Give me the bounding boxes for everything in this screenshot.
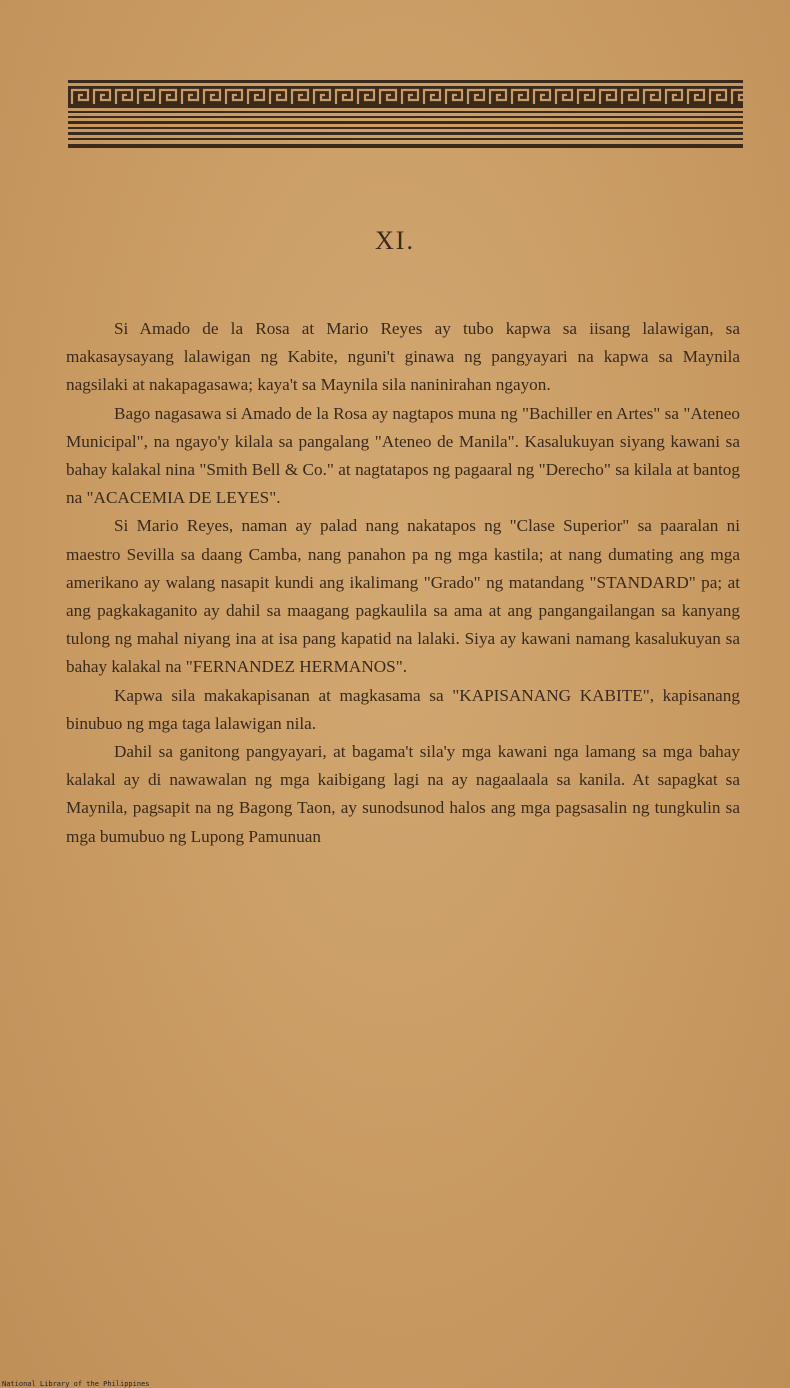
- header-ornament: [68, 80, 743, 148]
- paragraph: Kapwa sila makakapisanan at magkasama sa "KAPISANANG KABITE", kapisanang binubuo ng mga taga lalawigan nila.: [66, 685, 740, 733]
- library-credit: National Library of the Philippines: [2, 1380, 150, 1388]
- paragraph: Si Amado de la Rosa at Mario Reyes ay tubo kapwa sa iisang lalawigan, sa makasaysayang lalawigan ng Kabite, nguni't ginawa ng pangyayari na kapwa sa Maynila nagsilaki at nakapagasawa; kaya't sa Maynila sila naninirahan ngayon.: [66, 319, 740, 395]
- paragraph: Bago nagasawa si Amado de la Rosa ay nagtapos muna ng "Bachiller en Artes" sa "Ateneo Municipal", na ngayo'y kilala sa pangalang "Ateneo de Manila". Kasalukuyan siyang kawani sa bahay kalakal nina "Smith Bell & Co." at nagtatapos ng pagaaral ng "Derecho" sa kilala at bantog na "ACACEMIA DE LEYES".: [66, 403, 740, 508]
- chapter-body: [66, 315, 740, 851]
- paragraph: Si Mario Reyes, naman ay palad nang nakatapos ng "Clase Superior" sa paaralan ni maestro Sevilla sa daang Camba, nang panahon pa ng mga kastila; at nang dumating ang mga amerikano ay walang nasapit kundi ang ikalimang "Grado" ng matandang "STANDARD" pa; at ang pagkakaganito ay dahil sa maagang pagkaulila sa ama at ang pangangailangan sa kanyang tulong ng mahal niyang ina at isa pang kapatid na lalaki. Siya ay kawani namang kasalukuyan sa bahay kalakal na "FERNANDEZ HERMANOS".: [66, 516, 740, 677]
- chapter-number: XI.: [375, 226, 415, 255]
- paragraph: Dahil sa ganitong pangyayari, at bagama't sila'y mga kawani nga lamang sa mga bahay kalakal ay di nawawalan ng mga kaibigang lagi na ay nagaalaala sa kanila. At sapagkat sa Maynila, pagsapit na ng Bagong Taon, ay sunodsunod halos ang mga pagsasalin ng tungkulin sa mga bumubuo ng Lupong Pamunuan: [66, 742, 740, 846]
